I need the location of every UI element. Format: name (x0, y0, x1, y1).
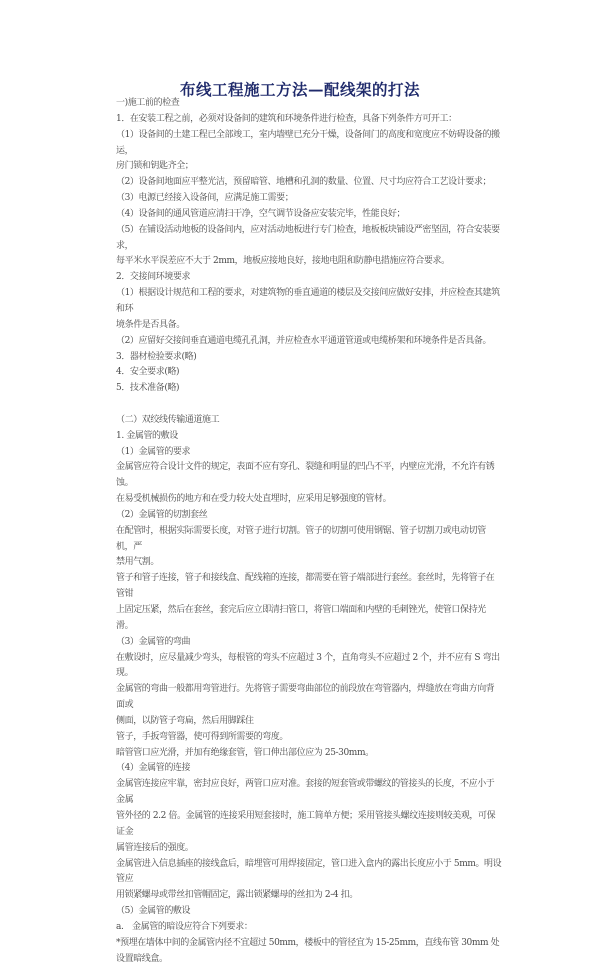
text-line: 每平米水平误差应不大于 2mm，地板应接地良好，接地电阻和防静电措施应符合要求。 (116, 256, 450, 267)
text-line: 1. 金属管的敷设 (116, 430, 178, 441)
text-line: 3．器材检验要求(略) (116, 351, 197, 362)
text-line: 金属管应符合设计文件的规定，表面不应有穿孔、裂缝和明显的凹凸不平，内壁应光滑，不允许有锈蚀。 (116, 462, 495, 489)
text-line: （2）设备间地面应平整光洁，预留暗管、地槽和孔洞的数量、位置、尺寸均应符合工艺设计要求； (116, 177, 492, 188)
text-line: 上固定压紧，然后在套丝，套完后应立即清扫管口，将管口端面和内壁的毛刺锉光，使管口保持光滑。 (116, 605, 486, 631)
text-line: 境条件是否具备。 (116, 319, 185, 330)
text-line: 管子和管子连接，管子和接线盒、配线箱的连接，都需要在管子端部进行套丝。套丝时，先将管子在管钳 (116, 573, 495, 600)
blank-line (116, 397, 502, 413)
text-line: a. 金属管的暗设应符合下列要求： (116, 921, 253, 932)
text-line: 管子，手扳弯管器，使可得到所需要的弯度。 (116, 731, 289, 742)
text-line: 管外径的 2.2 倍。金属管的连接采用短套接时，施工简单方便；采用管接头螺纹连接则较美观，可保证金 (116, 810, 496, 837)
text-line: *预埋在墙体中间的金属管内径不宜超过 50mm，楼板中的管径宜为 15-25mm，直线布管 30mm 处设置暗线盒。 (116, 937, 500, 964)
text-line: （3）金属管的弯曲 (116, 636, 191, 647)
text-line: 金属管的弯曲一般都用弯管进行。先将管子需要弯曲部位的前段放在弯管器内，焊缝放在弯曲方向背面或 (116, 684, 495, 711)
text-line: 房门锁和钥匙齐全； (116, 161, 194, 172)
text-line: 4．安全要求(略) (116, 367, 180, 378)
text-line: 侧面，以防管子弯扁，然后用脚踩住 (116, 715, 254, 726)
text-line: 在配管时，根据实际需要长度，对管子进行切割。管子的切割可使用钢锯、管子切割刀或电动切管机，严 (116, 525, 486, 552)
text-line: 在敷设时，应尽量减少弯头，每根管的弯头不应超过 3 个，直角弯头不应超过 2 个，并不应有 S 弯出现。 (116, 652, 500, 679)
text-line: 用锁紧螺母或带丝扣管帽固定，露出锁紧螺母的丝扣为 2-4 扣。 (116, 890, 358, 901)
text-line: 2．交接间环境要求 (116, 272, 191, 283)
text-line: 禁用气割。 (116, 557, 160, 568)
text-line: （1）设备间的土建工程已全部竣工，室内墙壁已充分干燥，设备间门的高度和宽度应不妨碍设备的搬运， (116, 129, 500, 156)
text-line: （4）设备间的通风管道应清扫干净，空气调节设备应安装完毕，性能良好； (116, 208, 406, 219)
text-line: （1）金属管的要求 (116, 446, 191, 457)
text-line: （5）在铺设活动地板的设备间内，应对活动地板进行专门检查，地板板块铺设严密坚固，符合安装要求， (116, 224, 500, 251)
text-line: （2）应留好交接间垂直通道电缆孔孔洞，并应检查水平通道管道或电缆桥架和环境条件是否具备。 (116, 335, 492, 346)
text-line: （3）电源已经接入设备间，应满足施工需要； (116, 193, 294, 204)
text-line: 5．技术准备(略) (116, 383, 180, 394)
document-title: 布线工程施工方法—配线架的打法 (179, 80, 420, 99)
text-line: 属管连接后的强度。 (116, 842, 194, 853)
text-line: 1．在安装工程之前，必须对设备间的建筑和环境条件进行检查，具备下列条件方可开工： (116, 113, 457, 124)
text-line: 暗管管口应光滑，并加有绝缘套管，管口伸出部位应为 25-30mm。 (116, 747, 374, 758)
text-line: （1）根据设计规范和工程的要求，对建筑物的垂直通道的楼层及交接间应做好安排，并应检查其建筑和环 (116, 288, 500, 314)
text-line: （二）双绞线传输通道施工 (116, 414, 220, 425)
text-line: （5）金属管的敷设 (116, 906, 191, 917)
document-body (116, 96, 502, 967)
text-line: 金属管进入信息插座的接线盒后，暗埋管可用焊接固定，管口进入盒内的露出长度应小于 5mm。明设管应 (116, 858, 502, 885)
text-line: （4）金属管的连接 (116, 763, 191, 774)
text-line: 金属管连接应牢靠，密封应良好，两管口应对准。套接的短套管或带螺纹的管接头的长度，不应小于金属 (116, 779, 495, 806)
text-line: （2）金属管的切割套丝 (116, 509, 208, 520)
text-line: 在易受机械损伤的地方和在受力较大处直埋时，应采用足够强度的管材。 (116, 494, 392, 505)
text-line: 一)施工前的检查 (116, 98, 180, 108)
